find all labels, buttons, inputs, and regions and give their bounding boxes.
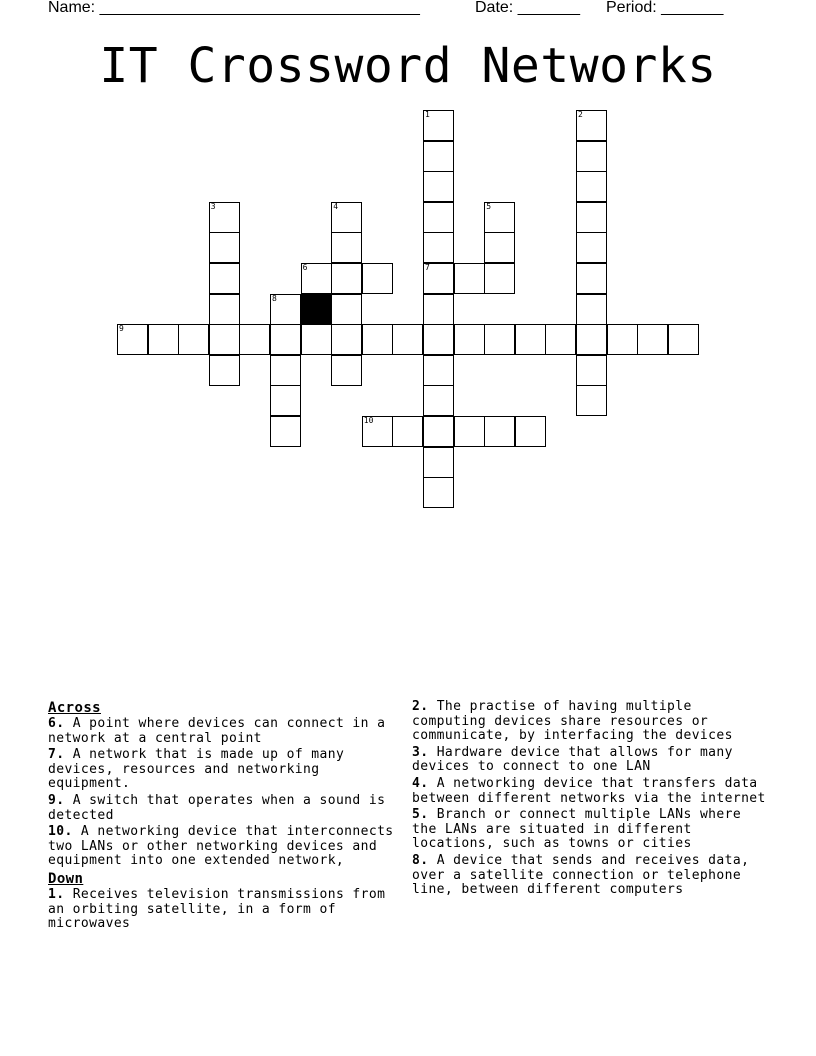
crossword-cell[interactable] — [423, 141, 454, 172]
clue-down-5: 5. Branch or connect multiple LANs where the LANs are situated in different locations, such as towns or cities — [412, 807, 742, 852]
crossword-cell[interactable] — [454, 324, 485, 355]
crossword-cell[interactable] — [178, 324, 209, 355]
crossword-cell[interactable] — [209, 355, 240, 386]
crossword-cell[interactable] — [576, 355, 607, 386]
crossword-cell[interactable] — [576, 232, 607, 263]
across-heading: Across — [48, 700, 101, 716]
crossword-cell[interactable] — [454, 416, 485, 447]
crossword-cell[interactable] — [270, 355, 301, 386]
clue-down-4: 4. A networking device that transfers data between different networks via the internet — [412, 775, 766, 806]
crossword-cell[interactable] — [423, 202, 454, 233]
crossword-cell[interactable] — [362, 324, 393, 355]
clue-across-10: 10. A networking device that interconnects two LANs or other networking devices and equipment into one extended network, — [48, 824, 394, 869]
page-title: IT Crossword Networks — [99, 38, 717, 94]
crossword-cell[interactable] — [270, 324, 301, 355]
crossword-cell[interactable] — [331, 232, 362, 263]
crossword-cell[interactable] — [301, 263, 332, 294]
clue-down-2: 2. The practise of having multiple computing devices share resources or communicate, by interfacing the devices — [412, 699, 733, 744]
crossword-cell[interactable] — [576, 385, 607, 416]
crossword-cell[interactable] — [576, 171, 607, 202]
crossword-cell[interactable] — [423, 171, 454, 202]
crossword-cell[interactable] — [331, 263, 362, 294]
crossword-cell[interactable] — [576, 263, 607, 294]
crossword-cell[interactable] — [362, 263, 393, 294]
clue-number-label: 6 — [302, 263, 308, 272]
clue-number-label: 5 — [486, 201, 492, 211]
crossword-cell[interactable] — [484, 232, 515, 263]
crossword-cell[interactable] — [209, 324, 240, 355]
crossword-cell[interactable] — [148, 324, 179, 355]
crossword-cell[interactable] — [117, 324, 148, 355]
crossword-cell[interactable] — [484, 263, 515, 294]
crossword-cell[interactable] — [209, 294, 240, 325]
clue-across-9: 9. A switch that operates when a sound is detected — [48, 792, 386, 823]
clues-column-left — [48, 700, 398, 934]
down-heading: Down — [48, 870, 84, 887]
clue-down-3: 3. Hardware device that allows for many devices to connect to one LAN — [412, 744, 733, 775]
crossword-cell[interactable] — [270, 385, 301, 416]
clue-across-7: 7. A network that is made up of many devices, resources and networking equipment. — [48, 747, 345, 792]
crossword-cell[interactable] — [423, 263, 454, 294]
clue-number-label: 1 — [425, 110, 430, 119]
crossword-cell[interactable] — [209, 202, 240, 233]
crossword-cell[interactable] — [423, 110, 454, 141]
crossword-cell[interactable] — [515, 324, 546, 355]
clue-number-label: 7 — [425, 263, 430, 272]
crossword-cell[interactable] — [454, 263, 485, 294]
crossword-cell[interactable] — [607, 324, 638, 355]
crossword-cell[interactable] — [576, 202, 607, 233]
clue-number-label: 10 — [363, 416, 374, 425]
crossword-cell[interactable] — [209, 263, 240, 294]
crossword-cell[interactable] — [392, 324, 423, 355]
crossword-cell[interactable] — [362, 416, 393, 447]
crossword-cell[interactable] — [668, 324, 699, 355]
crossword-cell[interactable] — [423, 294, 454, 325]
clue-number-label: 9 — [119, 324, 124, 334]
clue-across-6: 6. A point where devices can connect in a network at a central point — [48, 716, 386, 746]
crossword-cell[interactable] — [576, 324, 607, 355]
crossword-cell[interactable] — [301, 324, 332, 355]
crossword-cell[interactable] — [484, 324, 515, 355]
crossword-cell[interactable] — [270, 416, 301, 447]
crossword-cell[interactable] — [331, 324, 362, 355]
crossword-cell[interactable] — [484, 416, 515, 447]
crossword-cell[interactable] — [576, 141, 607, 172]
clues-column-right — [412, 700, 772, 900]
crossword-cell[interactable] — [270, 294, 301, 325]
crossword-cell[interactable] — [423, 385, 454, 416]
crossword-cell[interactable] — [515, 416, 546, 447]
crossword-cell[interactable] — [576, 110, 607, 141]
clue-down-1: 1. Receives television transmissions from an orbiting satellite, in a form of microwaves — [48, 886, 386, 932]
crossword-cell[interactable] — [423, 447, 454, 478]
period-field-label: Period: _______ — [606, 0, 724, 16]
crossword-cell[interactable] — [423, 232, 454, 263]
crossword-cell[interactable] — [423, 416, 454, 447]
crossword-cell[interactable] — [331, 294, 362, 325]
name-field-label: Name: ____________________________________ — [48, 0, 420, 16]
crossword-cell[interactable] — [576, 294, 607, 325]
crossword-cell[interactable] — [423, 355, 454, 386]
clue-down-8: 8. A device that sends and receives data, over a satellite connection or telephone line, between different computers — [412, 852, 750, 898]
crossword-cell[interactable] — [423, 324, 454, 355]
crossword-cell[interactable] — [331, 355, 362, 386]
crossword-cell[interactable] — [545, 324, 576, 355]
crossword-block-cell — [301, 294, 332, 325]
clue-number-label: 4 — [333, 201, 339, 211]
crossword-cell[interactable] — [209, 232, 240, 263]
clue-number-label: 8 — [272, 293, 277, 303]
crossword-cell[interactable] — [239, 324, 270, 355]
crossword-cell[interactable] — [392, 416, 423, 447]
crossword-cell[interactable] — [484, 202, 515, 233]
crossword-cell[interactable] — [423, 477, 454, 508]
clue-number-label: 3 — [210, 201, 216, 211]
crossword-cell[interactable] — [637, 324, 668, 355]
date-field-label: Date: _______ — [475, 0, 580, 16]
crossword-cell[interactable] — [331, 202, 362, 233]
clue-number-label: 2 — [578, 110, 583, 119]
